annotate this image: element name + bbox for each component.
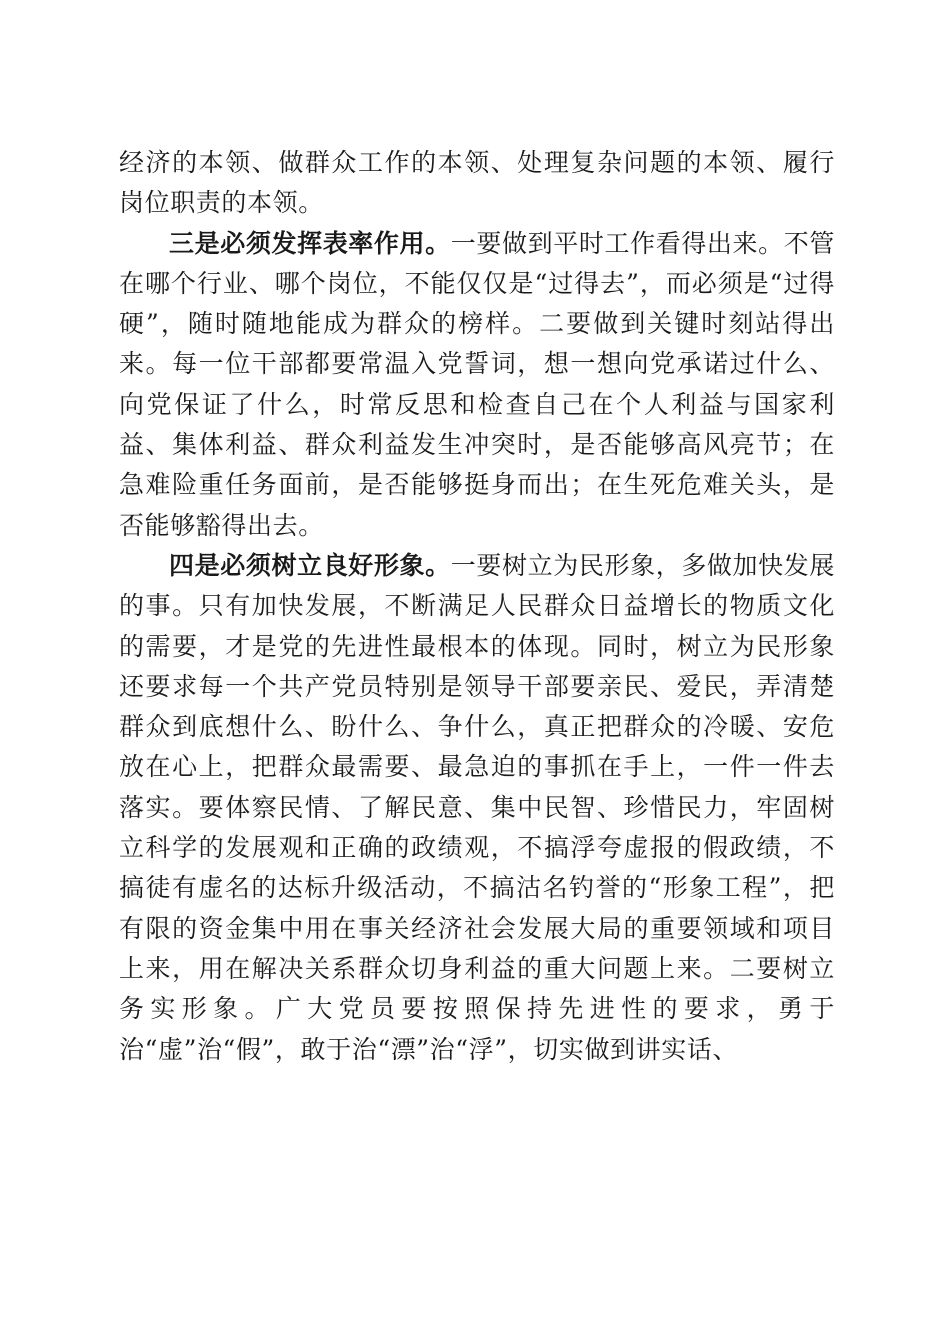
- paragraph-good-image: [119, 546, 835, 1070]
- paragraph-continuation: [119, 143, 835, 224]
- paragraph-text: 一要树立为民形象，多做加快发展的事。只有加快发展，不断满足人民群众日益增长的物质文化的需要，才是党的先进性最根本的体现。同时，树立为民形象还要求每一个共产党员特别是领导干部要亲民、爱民，弄清楚群众到底想什么、盼什么、争什么，真正把群众的冷暖、安危放在心上，把群众最需要、最急迫的事抓在手上，一件一件去落实。要体察民情、了解民意、集中民智、珍惜民力，牢固树立科学的发展观和正确的政绩观，不搞浮夸虚报的假政绩，不搞徒有虚名的达标升级活动，不搞沽名钓誉的“形象工程”，把有限的资金集中用在事关经济社会发展大局的重要领域和项目上来，用在解决关系群众切身利益的重大问题上来。二要树立务实形象。广大党员要按照保持先进性的要求，勇于治“虚”治“假”，敢于治“漂”治“浮”，切实做到讲实话、: [119, 550, 835, 1064]
- paragraph-heading: 三是必须发挥表率作用。: [169, 228, 451, 258]
- paragraph-text: 一要做到平时工作看得出来。不管在哪个行业、哪个岗位，不能仅仅是“过得去”，而必须是“过得硬”，随时随地能成为群众的榜样。二要做到关键时刻站得出来。每一位干部都要常温入党誓词，想一想向党承诺过什么、向党保证了什么，时常反思和检查自己在个人利益与国家利益、集体利益、群众利益发生冲突时，是否能够高风亮节；在急难险重任务面前，是否能够挺身而出；在生死危难关头，是否能够豁得出去。: [119, 228, 835, 540]
- paragraph-exemplary-role: [119, 224, 835, 546]
- document-body: [119, 143, 835, 1070]
- paragraph-text: 经济的本领、做群众工作的本领、处理复杂问题的本领、履行岗位职责的本领。: [119, 148, 835, 218]
- paragraph-heading: 四是必须树立良好形象。: [169, 550, 451, 580]
